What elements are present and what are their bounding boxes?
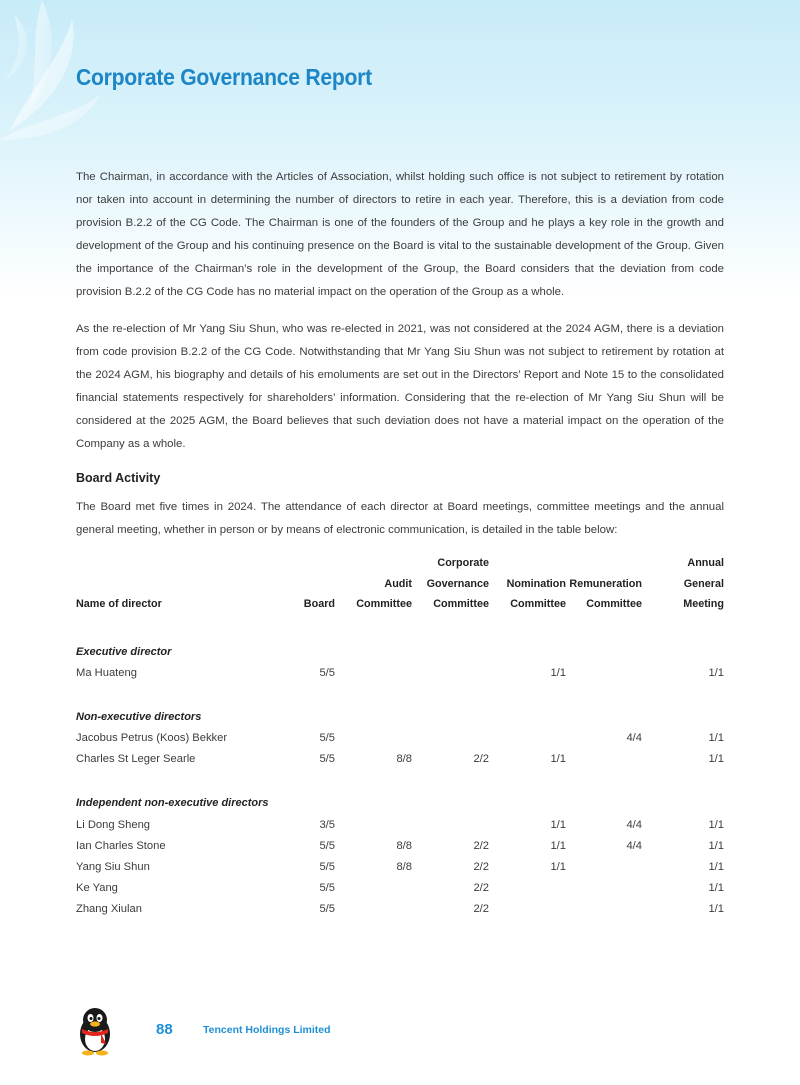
table-row	[76, 856, 724, 877]
attendance-cell	[489, 728, 566, 749]
attendance-cell: 1/1	[550, 753, 566, 766]
attendance-cell	[489, 899, 566, 920]
director-name-cell: Yang Siu Shun	[76, 861, 150, 874]
attendance-cell: 5/5	[319, 903, 335, 916]
attendance-cell: 1/1	[708, 753, 724, 766]
table-group-row	[76, 770, 724, 814]
attendance-cell	[335, 814, 412, 835]
section-paragraph: The Board met five times in 2024. The attendance of each director at Board meetings, committee meetings and the annual general meeting, whether in person or by means of electronic communication, is detailed in the table below:	[76, 501, 724, 536]
page-title: Corporate Governance Report	[76, 64, 372, 90]
column-header: Audit Committee	[356, 577, 412, 610]
attendance-table-body	[76, 615, 724, 921]
director-name-cell: Ma Huateng	[76, 667, 137, 680]
attendance-cell	[335, 878, 412, 899]
page-footer	[0, 1000, 800, 1085]
table-row	[76, 728, 724, 749]
attendance-cell: 1/1	[708, 861, 724, 874]
attendance-cell: 3/5	[319, 818, 335, 831]
attendance-cell	[412, 663, 489, 684]
attendance-cell	[566, 856, 642, 877]
attendance-cell: 1/1	[708, 732, 724, 745]
director-name-cell: Charles St Leger Searle	[76, 753, 196, 766]
attendance-cell	[335, 663, 412, 684]
table-row	[76, 835, 724, 856]
attendance-cell: 5/5	[319, 839, 335, 852]
attendance-cell: 2/2	[473, 753, 489, 766]
attendance-cell: 8/8	[396, 861, 412, 874]
attendance-cell: 1/1	[550, 861, 566, 874]
attendance-cell: 2/2	[473, 882, 489, 895]
group-label: Non-executive directors	[76, 710, 202, 723]
attendance-cell: 1/1	[708, 839, 724, 852]
attendance-cell	[566, 899, 642, 920]
body-paragraph: As the re-election of Mr Yang Siu Shun, who was re-elected in 2021, was not considered at the 2024 AGM, there is a deviation from code provision B.2.2 of the CG Code. Notwithstanding that Mr Yang Siu Shun was not subject to retirement by rotation at the 2024 AGM, his biography and details of his emoluments are set out in the Directors’ Report and Note 15 to the consolidated financial statements respectively for shareholders’ information. Considering that the re-election of Mr Yang Siu Shun will be considered at the 2025 AGM, the Board believes that such deviation does not have a material impact on the operation of the Company as a whole.	[76, 323, 724, 450]
attendance-cell: 2/2	[473, 903, 489, 916]
table-row	[76, 899, 724, 920]
director-name-cell: Li Dong Sheng	[76, 818, 151, 831]
director-name-cell: Ke Yang	[76, 882, 118, 895]
column-header: Board	[303, 598, 335, 610]
attendance-cell: 1/1	[550, 818, 566, 831]
attendance-cell	[412, 728, 489, 749]
attendance-cell	[566, 878, 642, 899]
attendance-cell: 5/5	[319, 667, 335, 680]
column-header: Nomination Committee	[506, 577, 566, 610]
attendance-cell	[566, 663, 642, 684]
table-group-row	[76, 615, 724, 663]
attendance-cell	[489, 878, 566, 899]
attendance-cell: 2/2	[473, 861, 489, 874]
attendance-cell: 2/2	[473, 839, 489, 852]
column-header: Annual General Meeting	[683, 557, 724, 610]
attendance-cell: 1/1	[550, 667, 566, 680]
attendance-cell: 4/4	[626, 839, 642, 852]
attendance-cell: 5/5	[319, 732, 335, 745]
page-number: 88	[156, 1021, 173, 1038]
attendance-cell: 1/1	[708, 903, 724, 916]
attendance-cell: 5/5	[319, 861, 335, 874]
attendance-cell: 1/1	[708, 667, 724, 680]
column-header: Remuneration Committee	[569, 577, 642, 610]
attendance-cell: 5/5	[319, 753, 335, 766]
attendance-table	[76, 553, 724, 920]
table-row	[76, 663, 724, 684]
attendance-cell	[566, 749, 642, 770]
director-name-cell: Zhang Xiulan	[76, 903, 142, 916]
table-row	[76, 878, 724, 899]
column-header: Corporate Governance Committee	[426, 557, 489, 610]
attendance-cell: 1/1	[708, 818, 724, 831]
section-heading: Board Activity	[76, 471, 161, 485]
attendance-cell: 1/1	[550, 839, 566, 852]
table-row	[76, 749, 724, 770]
group-label: Executive director	[76, 645, 172, 658]
attendance-cell: 1/1	[708, 882, 724, 895]
group-label: Independent non-executive directors	[76, 797, 269, 810]
table-header-row	[76, 553, 724, 615]
column-header: Name of director	[76, 598, 162, 610]
attendance-cell	[412, 814, 489, 835]
attendance-cell: 8/8	[396, 839, 412, 852]
company-name: Tencent Holdings Limited	[203, 1024, 331, 1036]
penguin-icon	[74, 1006, 116, 1056]
table-row	[76, 814, 724, 835]
attendance-cell: 5/5	[319, 882, 335, 895]
attendance-cell	[335, 728, 412, 749]
director-name-cell: Jacobus Petrus (Koos) Bekker	[76, 732, 228, 745]
body-paragraph: The Chairman, in accordance with the Articles of Association, whilst holding such office is not subject to retirement by rotation nor taken into account in determining the number of directors to retire in each year. Therefore, this is a deviation from code provision B.2.2 of the CG Code. The Chairman is one of the founders of the Group and he plays a key role in the growth and development of the Group and his continuing presence on the Board is vital to the sustainable development of the Group. Given the importance of the Chairman’s role in the development of the Group, the Board considers that the deviation from code provision B.2.2 of the CG Code has no material impact on the operation of the Group as a whole.	[76, 171, 724, 298]
table-group-row	[76, 684, 724, 728]
attendance-cell: 4/4	[626, 732, 642, 745]
attendance-cell	[335, 899, 412, 920]
attendance-cell: 4/4	[626, 818, 642, 831]
director-name-cell: Ian Charles Stone	[76, 839, 166, 852]
attendance-cell: 8/8	[396, 753, 412, 766]
